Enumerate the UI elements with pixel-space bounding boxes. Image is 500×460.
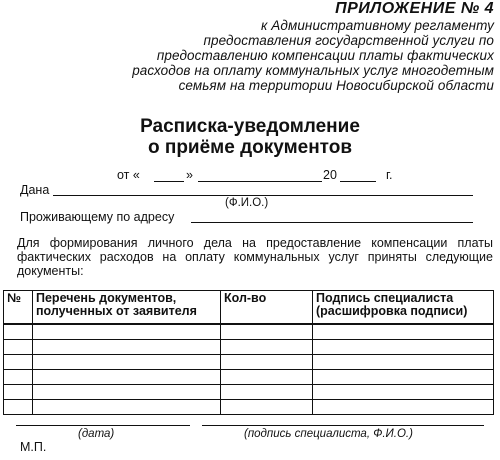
appendix-heading: ПРИЛОЖЕНИЕ № 4 (335, 0, 494, 17)
year-prefix: 20 (323, 168, 337, 182)
table-cell[interactable] (4, 340, 33, 355)
table-body (4, 324, 494, 415)
documents-paragraph: Для формирования личного дела на предоставление компенсации платы фактических расходов на оплату коммунальных услуг приняты следующие документы: (17, 236, 493, 278)
table-cell[interactable] (33, 400, 221, 415)
table-cell[interactable] (4, 324, 33, 340)
stamp-label: М.П. (20, 440, 47, 454)
appendix-line-1: к Административному регламенту (260, 18, 494, 33)
date-caption: (дата) (78, 428, 115, 440)
year-blank-line[interactable] (340, 181, 376, 182)
appendix-header (24, 0, 494, 93)
fio-caption: (Ф.И.О.) (225, 197, 269, 209)
appendix-line-3: предоставлению компенсации платы фактических (156, 48, 494, 63)
table-row (4, 355, 494, 370)
table-row (4, 324, 494, 340)
table-cell[interactable] (313, 340, 494, 355)
table-cell[interactable] (313, 400, 494, 415)
header-documents: Перечень документов, полученных от заявителя (33, 291, 221, 325)
table-header-row (4, 291, 494, 325)
header-number: № (4, 291, 33, 325)
table-cell[interactable] (33, 355, 221, 370)
table-cell[interactable] (313, 355, 494, 370)
day-blank-line[interactable] (154, 181, 184, 182)
appendix-line-4: расходов на оплату коммунальных услуг многодетным (132, 63, 494, 78)
table-row (4, 340, 494, 355)
appendix-line-5: семьям на территории Новосибирской области (178, 78, 494, 93)
table-cell[interactable] (221, 385, 313, 400)
table-cell[interactable] (4, 370, 33, 385)
month-blank-line[interactable] (198, 181, 322, 182)
table-cell[interactable] (221, 324, 313, 340)
table-cell[interactable] (33, 370, 221, 385)
table-cell[interactable] (33, 324, 221, 340)
appendix-line-2: предоставления государственной услуги по (203, 33, 494, 48)
table-row (4, 370, 494, 385)
table-row (4, 400, 494, 415)
date-from-label: от « (117, 168, 140, 182)
table-cell[interactable] (33, 385, 221, 400)
address-blank-line[interactable] (191, 222, 473, 223)
header-specialist-signature: Подпись специалиста (расшифровка подписи) (313, 291, 494, 325)
document-title-line-2: о приёме документов (147, 137, 353, 158)
address-label: Проживающему по адресу (20, 210, 175, 224)
header-quantity: Кол-во (221, 291, 313, 325)
table-cell[interactable] (221, 355, 313, 370)
year-suffix: г. (386, 168, 393, 182)
given-to-label: Дана (20, 183, 50, 197)
date-close-quote: » (186, 168, 193, 182)
table-cell[interactable] (313, 370, 494, 385)
table-cell[interactable] (4, 385, 33, 400)
specialist-signature-line[interactable] (202, 425, 484, 426)
table-row (4, 385, 494, 400)
table-cell[interactable] (221, 370, 313, 385)
date-signature-line[interactable] (16, 425, 190, 426)
table-cell[interactable] (4, 355, 33, 370)
table-cell[interactable] (313, 324, 494, 340)
table-cell[interactable] (313, 385, 494, 400)
document-title-line-1: Расписка-уведомление (140, 116, 360, 137)
specialist-signature-caption: (подпись специалиста, Ф.И.О.) (244, 428, 413, 440)
documents-table (3, 290, 494, 415)
table-cell[interactable] (4, 400, 33, 415)
table-cell[interactable] (221, 340, 313, 355)
table-cell[interactable] (221, 400, 313, 415)
table-cell[interactable] (33, 340, 221, 355)
